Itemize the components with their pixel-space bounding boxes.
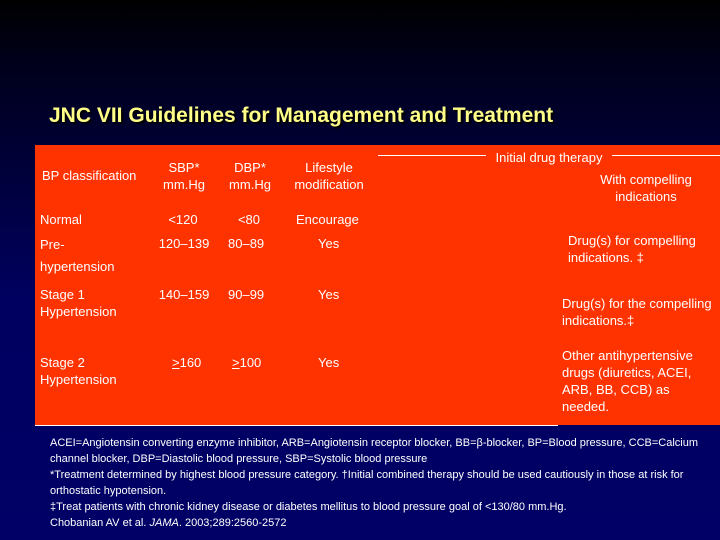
row-stage2-dbp: [232, 354, 261, 371]
row-stage2-lifestyle: Yes: [318, 355, 340, 370]
header-initial-drug-therapy: Initial drug therapy: [495, 150, 603, 165]
row-stage2-drug: Other antihypertensive drugs (diuretics, ACEI, ARB, BB, CCB) as needed.: [562, 348, 693, 414]
header-rule-right: [612, 155, 720, 156]
row-prehypertension-drug: Drug(s) for compelling indications. ‡: [568, 233, 696, 265]
row-stage2-sbp: [172, 354, 201, 371]
header-dbp: DBP* mm.Hg: [229, 160, 271, 192]
row-stage1-drug: Drug(s) for the compelling indications.‡: [562, 296, 712, 328]
row-normal-classification: Normal: [40, 212, 82, 227]
row-normal-lifestyle: Encourage: [296, 212, 359, 227]
row-stage2-sbp-value: 160: [179, 355, 202, 370]
row-stage1-classification: Stage 1 Hypertension: [40, 287, 117, 319]
row-prehypertension-sbp: 120–139: [158, 236, 210, 251]
footnotes: [50, 435, 715, 531]
header-lifestyle: Lifestyle modification: [294, 160, 364, 192]
row-normal-dbp: <80: [237, 212, 261, 227]
ckd-note: ‡Treat patients with chronic kidney disease or diabetes mellitus to blood pressure goal of <130/80 mm.Hg.: [50, 501, 567, 513]
row-stage1-dbp: 90–99: [228, 287, 265, 302]
citation-details: 2003;289:2560-2572: [184, 517, 287, 529]
row-prehypertension-lifestyle: Yes: [318, 236, 340, 251]
header-rule-left: [378, 155, 486, 156]
citation: Chobanian AV et al. JAMA. 2003;289:2560-2572: [50, 517, 287, 529]
row-stage2-dbp-value: 100: [239, 355, 262, 370]
slide-title: JNC VII Guidelines for Management and Treatment: [49, 104, 554, 127]
row-normal-sbp: <120: [168, 212, 198, 227]
header-sbp: SBP* mm.Hg: [163, 160, 205, 192]
header-bp-classification: BP classification: [42, 168, 137, 183]
citation-journal: JAMA: [149, 517, 179, 529]
citation-authors: Chobanian AV et al.: [50, 517, 147, 529]
treatment-note: *Treatment determined by highest blood pressure category. †Initial combined therapy should be used cautiously in those at risk for orthostatic hypotension.: [50, 469, 684, 497]
row-stage1-sbp: 140–159: [158, 287, 210, 302]
abbreviations-note: ACEI=Angiotensin converting enzyme inhibitor, ARB=Angiotensin receptor blocker, BB=β-blocker, BP=Blood pressure, CCB=Calcium channel blocker, DBP=Diastolic blood pressure, SBP=Systolic blood pressure: [50, 437, 699, 465]
row-stage2-classification: Stage 2 Hypertension: [40, 355, 117, 387]
row-prehypertension-dbp: 80–89: [228, 236, 265, 251]
header-with-compelling: With compelling indications: [600, 172, 692, 204]
row-prehypertension-classification: Pre-hypertension: [40, 237, 115, 274]
greater-equal-sign: >: [232, 355, 240, 370]
table-bottom-rule: [35, 425, 558, 426]
row-stage1-lifestyle: Yes: [318, 287, 340, 302]
greater-equal-sign: >: [172, 355, 180, 370]
